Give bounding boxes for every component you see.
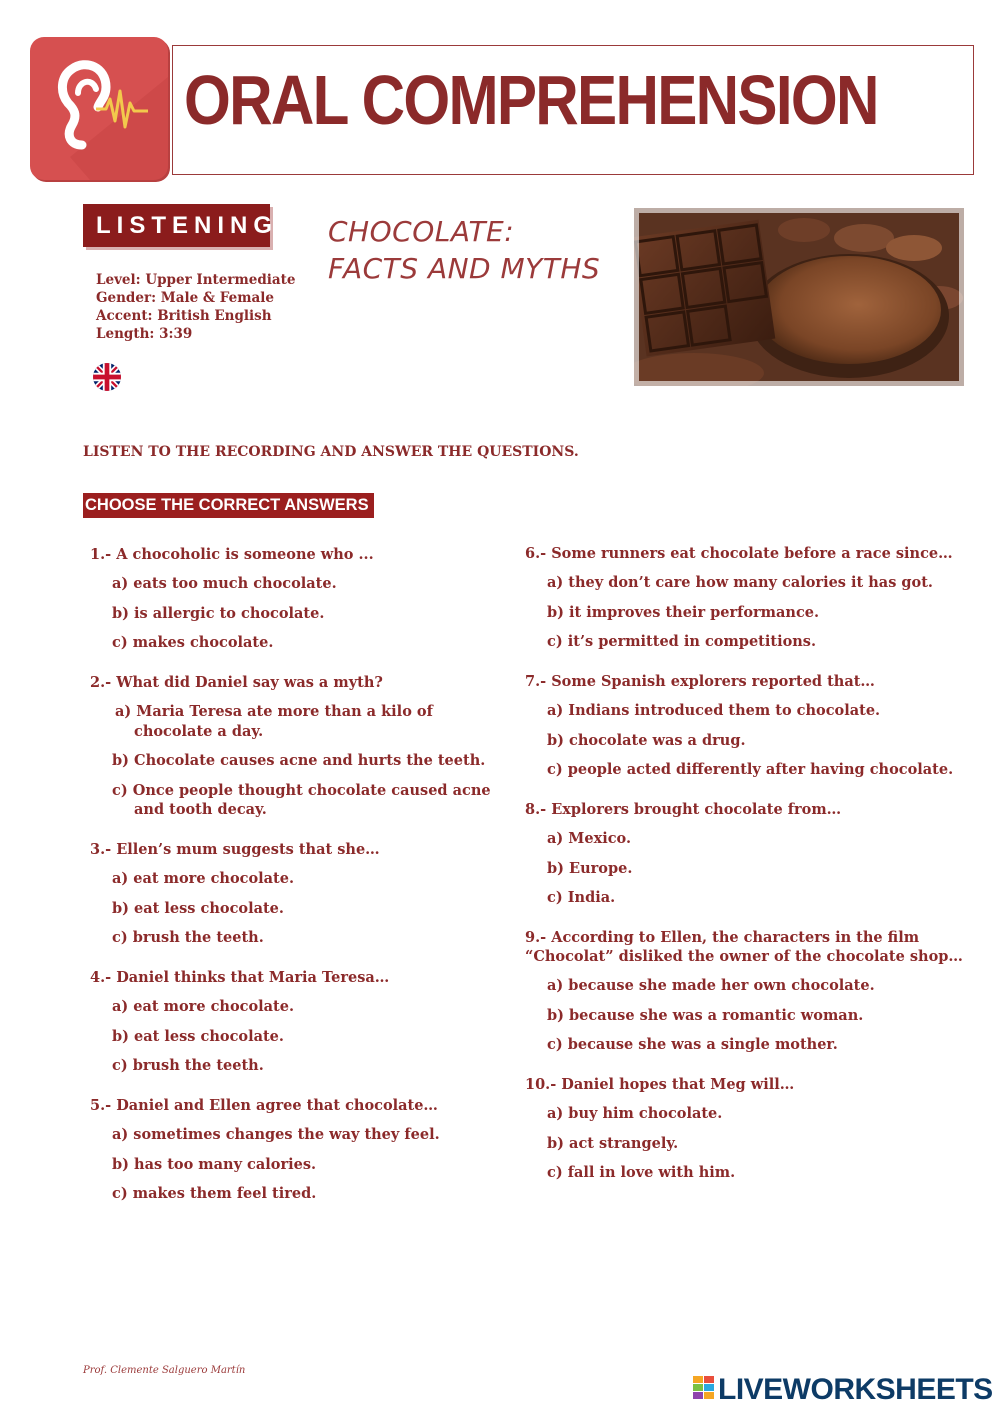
question-7	[525, 672, 953, 780]
level-text: Level: Upper Intermediate	[96, 272, 296, 288]
question-text: 7.- Some Spanish explorers reported that…	[525, 673, 875, 690]
answer-option[interactable]: a) sometimes changes the way they feel.	[112, 1126, 440, 1143]
answer-option[interactable]: b) eat less chocolate.	[112, 899, 284, 917]
gender-text: Gender: Male & Female	[96, 290, 274, 306]
question-text: 8.- Explorers brought chocolate from…	[525, 801, 842, 818]
answer-option[interactable]: a) eats too much chocolate.	[112, 575, 337, 592]
answer-option[interactable]: c) India.	[547, 889, 616, 906]
brand-text: LIVEWORKSHEETS	[718, 1373, 993, 1406]
question-text: 9.- According to Ellen, the characters in the film	[525, 929, 920, 946]
answer-option[interactable]: c) people acted differently after having chocolate.	[547, 761, 954, 778]
question-10	[525, 1075, 794, 1183]
answer-option[interactable]: a) Mexico.	[547, 830, 632, 847]
answer-option[interactable]: b) Europe.	[547, 859, 633, 877]
answer-option[interactable]: a) Maria Teresa ate more than a kilo of	[115, 703, 433, 720]
answer-option[interactable]: c) Once people thought chocolate caused acne	[112, 781, 491, 799]
answer-option[interactable]: a) buy him chocolate.	[547, 1105, 723, 1122]
answer-option[interactable]: c) it’s permitted in competitions.	[547, 633, 817, 650]
ear-soundwave-icon	[30, 37, 168, 180]
answer-option-continued: and tooth decay.	[134, 801, 267, 818]
answer-option[interactable]: b) chocolate was a drug.	[547, 731, 746, 749]
question-5	[90, 1096, 440, 1204]
answer-option[interactable]: b) act strangely.	[547, 1134, 679, 1152]
answer-option[interactable]: b) because she was a romantic woman.	[547, 1006, 864, 1024]
accent-text: Accent: British English	[96, 308, 272, 324]
question-9	[525, 928, 963, 1055]
question-text: 2.- What did Daniel say was a myth?	[90, 674, 383, 691]
answer-option[interactable]: a) Indians introduced them to chocolate.	[547, 702, 881, 719]
length-text: Length: 3:39	[96, 326, 193, 342]
question-4	[90, 968, 389, 1076]
listening-badge: LISTENING	[83, 204, 270, 247]
question-text: 5.- Daniel and Ellen agree that chocolate…	[90, 1097, 438, 1114]
page-title: ORAL COMPREHENSION	[184, 61, 878, 139]
question-2	[90, 673, 491, 820]
question-6	[525, 544, 953, 652]
chocolate-photo	[634, 208, 964, 386]
answer-option[interactable]: c) makes them feel tired.	[112, 1185, 317, 1202]
question-text: 4.- Daniel thinks that Maria Teresa…	[90, 969, 390, 986]
answer-option[interactable]: c) brush the teeth.	[112, 929, 264, 946]
liveworksheets-logo-icon	[693, 1376, 715, 1404]
answer-option[interactable]: a) eat more chocolate.	[112, 998, 295, 1015]
answer-option[interactable]: a) eat more chocolate.	[112, 870, 295, 887]
question-text: 3.- Ellen’s mum suggests that she…	[90, 841, 380, 858]
answer-option[interactable]: c) makes chocolate.	[112, 634, 274, 651]
instructions: LISTEN TO THE RECORDING AND ANSWER THE QUESTIONS.	[83, 444, 579, 460]
answer-option[interactable]: b) it improves their performance.	[547, 603, 820, 621]
answer-option[interactable]: a) they don’t care how many calories it has got.	[547, 574, 933, 591]
question-text: 10.- Daniel hopes that Meg will…	[525, 1076, 795, 1093]
author-credit: Prof. Clemente Salguero Martín	[83, 1365, 246, 1376]
answer-option[interactable]: b) eat less chocolate.	[112, 1027, 284, 1045]
topic-line-2: FACTS AND MYTHS	[328, 252, 601, 285]
question-text: 6.- Some runners eat chocolate before a race since…	[525, 545, 953, 562]
topic-line-1: CHOCOLATE:	[328, 215, 515, 248]
question-8	[525, 800, 841, 908]
answer-option[interactable]: c) because she was a single mother.	[547, 1036, 838, 1053]
answer-option[interactable]: b) is allergic to chocolate.	[112, 604, 325, 622]
question-1	[90, 545, 374, 653]
section-heading: CHOOSE THE CORRECT ANSWERS	[83, 493, 374, 518]
answer-option[interactable]: c) brush the teeth.	[112, 1057, 264, 1074]
answer-option[interactable]: c) fall in love with him.	[547, 1164, 736, 1181]
answer-option[interactable]: b) Chocolate causes acne and hurts the teeth.	[112, 752, 486, 769]
liveworksheets-brand[interactable]	[693, 1373, 993, 1407]
answer-option[interactable]: b) has too many calories.	[112, 1155, 317, 1173]
worksheet-topic	[328, 213, 600, 287]
question-text: 1.- A chocoholic is someone who ...	[90, 546, 374, 563]
question-3	[90, 840, 380, 948]
answer-option-continued: chocolate a day.	[134, 722, 264, 740]
uk-flag-icon	[93, 363, 121, 391]
answer-option[interactable]: a) because she made her own chocolate.	[547, 977, 875, 994]
audio-info	[96, 271, 295, 343]
question-text-continued: “Chocolat” disliked the owner of the chocolate shop…	[525, 948, 963, 965]
